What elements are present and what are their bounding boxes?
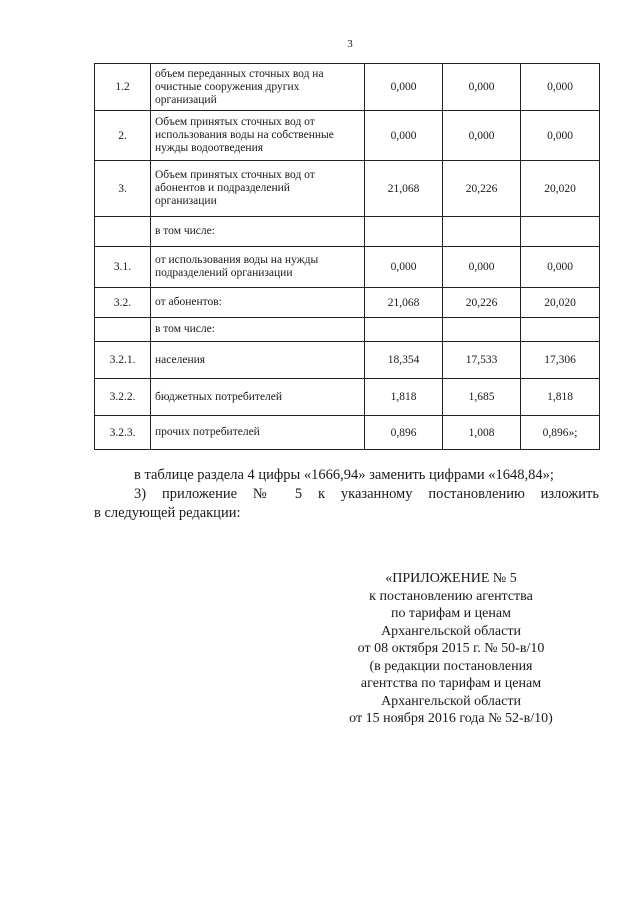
value-year-3: 20,020 — [521, 288, 600, 318]
value-year-2 — [443, 217, 521, 247]
row-number: 3.2. — [95, 288, 151, 318]
value-year-2: 17,533 — [443, 342, 521, 379]
row-description — [151, 318, 365, 342]
value-year-1: 0,000 — [365, 64, 443, 111]
water-volume-table — [94, 63, 600, 450]
table-row — [95, 64, 600, 111]
appendix-line: по тарифам и ценам — [391, 606, 511, 621]
value-year-1: 18,354 — [365, 342, 443, 379]
description-line: прочих потребителей — [155, 426, 260, 438]
row-number — [95, 318, 151, 342]
value-year-3: 0,000 — [521, 111, 600, 161]
value-year-2: 20,226 — [443, 161, 521, 217]
value-year-3: 0,896»; — [521, 416, 600, 450]
description-line: объем переданных сточных вод на — [155, 67, 324, 80]
row-description — [151, 247, 365, 288]
value-year-3: 0,000 — [521, 64, 600, 111]
appendix-line: к постановлению агентства — [369, 588, 533, 604]
row-description — [151, 64, 365, 111]
table-row — [95, 247, 600, 288]
value-year-1: 21,068 — [365, 288, 443, 318]
description-line: от использования воды на нужды — [155, 254, 319, 266]
row-number: 3.2.3. — [95, 416, 151, 450]
value-year-1 — [365, 318, 443, 342]
value-year-1: 0,000 — [365, 247, 443, 288]
description-line: Объем принятых сточных вод от — [155, 116, 315, 128]
row-description — [151, 161, 365, 217]
row-number: 1.2 — [95, 64, 151, 111]
value-year-3: 1,818 — [521, 379, 600, 416]
row-description — [151, 342, 365, 379]
value-year-3 — [521, 318, 600, 342]
row-number: 3.2.2. — [95, 379, 151, 416]
appendix-line: «ПРИЛОЖЕНИЕ № 5 — [385, 571, 517, 586]
appendix-line: агентства по тарифам и ценам — [360, 676, 542, 691]
description-line: организаций — [155, 93, 217, 106]
value-year-3: 0,000 — [521, 247, 600, 288]
table-row — [95, 217, 600, 247]
appendix-line: от 15 ноября 2016 года № 52-в/10) — [349, 711, 553, 726]
table-row — [95, 111, 600, 161]
row-number: 3.2.1. — [95, 342, 151, 379]
description-line: в том числе: — [155, 323, 215, 335]
value-year-3 — [521, 217, 600, 247]
value-year-1: 0,000 — [365, 111, 443, 161]
row-description — [151, 217, 365, 247]
description-line: Объем принятых сточных вод от — [155, 169, 315, 181]
row-number: 2. — [95, 111, 151, 161]
table-row — [95, 318, 600, 342]
value-year-2: 20,226 — [443, 288, 521, 318]
value-year-2: 0,000 — [443, 111, 521, 161]
paragraph-table-change: в таблице раздела 4 цифры «1666,94» заменить цифрами «1648,84»; — [134, 467, 554, 483]
row-number: 3. — [95, 161, 151, 217]
table-row — [95, 342, 600, 379]
value-year-1: 21,068 — [365, 161, 443, 217]
appendix-line: Архангельской области — [381, 623, 521, 639]
value-year-3: 20,020 — [521, 161, 600, 217]
description-line: нужды водоотведения — [155, 142, 264, 154]
row-description — [151, 379, 365, 416]
row-number: 3.1. — [95, 247, 151, 288]
row-description — [151, 288, 365, 318]
row-number — [95, 217, 151, 247]
table-row — [95, 161, 600, 217]
row-description — [151, 416, 365, 450]
value-year-2: 1,008 — [443, 416, 521, 450]
description-line: от абонентов: — [155, 296, 222, 308]
value-year-1 — [365, 217, 443, 247]
appendix-header — [320, 570, 582, 728]
description-line: бюджетных потребителей — [155, 390, 283, 403]
value-year-1: 0,896 — [365, 416, 443, 450]
description-line: в том числе: — [155, 225, 215, 237]
value-year-2: 0,000 — [443, 247, 521, 288]
table-row — [95, 416, 600, 450]
table-body — [95, 64, 600, 450]
description-line: использования воды на собственные — [155, 129, 334, 141]
description-line: очистные сооружения других — [155, 80, 300, 93]
description-line: подразделений организации — [155, 267, 293, 279]
description-line: населения — [155, 353, 206, 366]
row-description — [151, 111, 365, 161]
value-year-1: 1,818 — [365, 379, 443, 416]
appendix-line: от 08 октября 2015 г. № 50-в/10 — [357, 641, 545, 656]
paragraph-appendix-clause-cont: в следующей редакции: — [94, 505, 241, 521]
table-row — [95, 288, 600, 318]
table-row — [95, 379, 600, 416]
value-year-3: 17,306 — [521, 342, 600, 379]
value-year-2 — [443, 318, 521, 342]
value-year-2: 0,000 — [443, 64, 521, 111]
description-line: организации — [155, 195, 217, 207]
appendix-line: (в редакции постановления — [369, 658, 533, 674]
description-line: абонентов и подразделений — [155, 182, 290, 194]
appendix-line: Архангельской области — [381, 693, 521, 709]
page-number: 3 — [347, 38, 353, 50]
paragraph-appendix-clause: 3) приложение № 5 к указанному постановлению изложить — [134, 486, 599, 502]
value-year-2: 1,685 — [443, 379, 521, 416]
